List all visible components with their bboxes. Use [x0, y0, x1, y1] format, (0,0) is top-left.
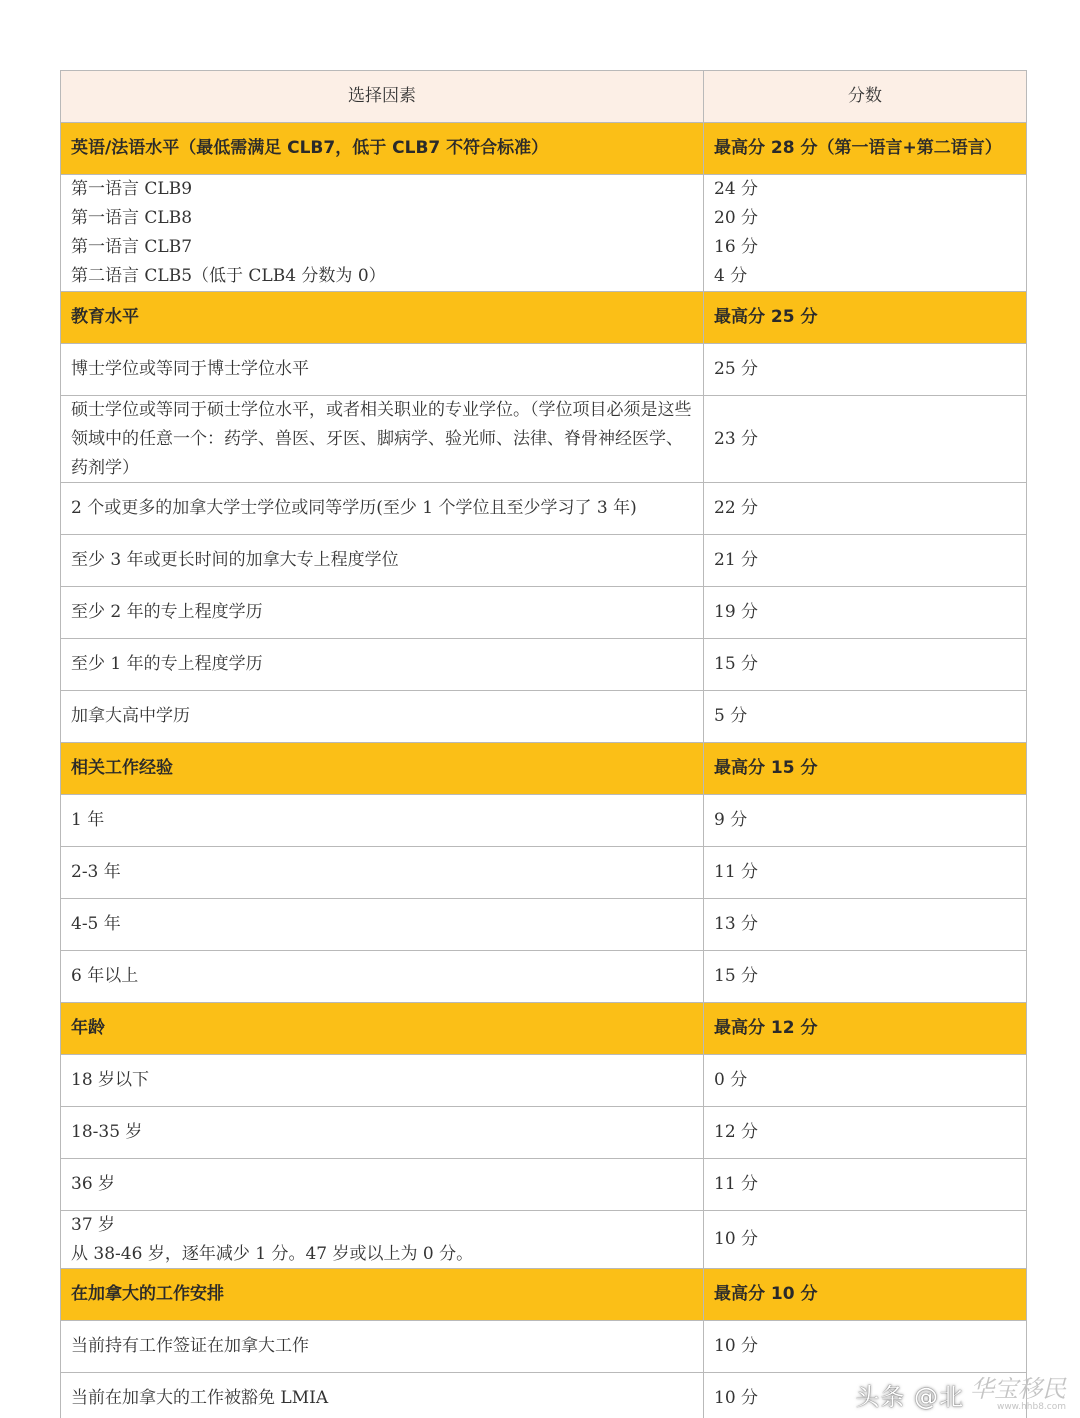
section-title: 在加拿大的工作安排: [61, 1269, 704, 1320]
section-row-education: [61, 292, 1026, 344]
table-row: [61, 1211, 1026, 1269]
section-row-work-experience: [61, 743, 1026, 795]
factor-cell: 当前持有工作签证在加拿大工作: [61, 1321, 704, 1372]
factor-cell: 当前在加拿大的工作被豁免 LMIA: [61, 1373, 704, 1418]
section-max-score: 最高分 12 分: [714, 1018, 818, 1038]
table-row: [61, 847, 1026, 899]
section-max-score: 最高分 25 分: [714, 307, 818, 327]
factor-cell: 2 个或更多的加拿大学士学位或同等学历(至少 1 个学位且至少学习了 3 年): [61, 483, 704, 534]
table-header-row: [61, 71, 1026, 123]
table-row: [61, 951, 1026, 1003]
table-row: [61, 1159, 1026, 1211]
factor-cell: 36 岁: [61, 1159, 704, 1210]
score-cell: 22 分: [714, 498, 759, 518]
watermark-brand-logo: [970, 1376, 1066, 1412]
header-score-cell: 分数: [848, 86, 882, 106]
watermark-brand-name: 华宝移民: [970, 1375, 1066, 1403]
section-max-score: 最高分 15 分: [714, 758, 818, 778]
factor-line: 从 38-46 岁，逐年减少 1 分。47 岁或以上为 0 分。: [71, 1243, 474, 1264]
table-row: [61, 587, 1026, 639]
section-title: 英语/法语水平（最低需满足 CLB7，低于 CLB7 不符合标准）: [61, 123, 704, 174]
score-line: 16 分: [714, 237, 759, 257]
score-cell: 21 分: [714, 550, 759, 570]
factor-line: 第一语言 CLB8: [71, 208, 193, 228]
section-title: 相关工作经验: [61, 743, 704, 794]
score-cell: 5 分: [714, 706, 748, 726]
section-title: 年龄: [61, 1003, 704, 1054]
section-row-age: [61, 1003, 1026, 1055]
table-row: [61, 175, 1026, 292]
score-line: 20 分: [714, 208, 759, 228]
table-row: [61, 535, 1026, 587]
factor-cell: 至少 3 年或更长时间的加拿大专上程度学位: [61, 535, 704, 586]
table-row: [61, 1055, 1026, 1107]
factor-cell: 硕士学位或等同于硕士学位水平，或者相关职业的专业学位。（学位项目必须是这些领域中的任意一个：药学、兽医、牙医、脚病学、验光师、法律、脊骨神经医学、药剂学）: [61, 396, 704, 482]
section-row-language: [61, 123, 1026, 175]
factor-line: 第一语言 CLB7: [71, 237, 193, 257]
score-cell: 19 分: [714, 602, 759, 622]
table-row: [61, 483, 1026, 535]
score-cell: 10 分: [714, 1336, 759, 1356]
watermark-brand-url: www.hhb8.com: [996, 1402, 1066, 1412]
factor-cell: [61, 175, 704, 291]
table-row: [61, 899, 1026, 951]
score-cell: 9 分: [714, 810, 748, 830]
section-title: 教育水平: [61, 292, 704, 343]
score-cell: 13 分: [714, 914, 759, 934]
factor-cell: 至少 2 年的专上程度学历: [61, 587, 704, 638]
factor-cell: 2-3 年: [61, 847, 704, 898]
score-cell: 12 分: [714, 1122, 759, 1142]
points-table: [60, 70, 1027, 1418]
factor-cell: 加拿大高中学历: [61, 691, 704, 742]
factor-line: 37 岁: [71, 1214, 116, 1235]
table-row: [61, 691, 1026, 743]
factor-cell: 博士学位或等同于博士学位水平: [61, 344, 704, 395]
section-max-score: 最高分 28 分（第一语言+第二语言）: [714, 138, 1002, 158]
watermark: [855, 1376, 1066, 1412]
section-max-score: 最高分 10 分: [714, 1284, 818, 1304]
score-cell: 11 分: [714, 862, 759, 882]
score-cell: 10 分: [714, 1388, 759, 1408]
score-cell: [704, 175, 1026, 291]
score-cell: 25 分: [714, 359, 759, 379]
section-row-arranged-employment: [61, 1269, 1026, 1321]
factor-cell: 至少 1 年的专上程度学历: [61, 639, 704, 690]
score-cell: 10 分: [714, 1229, 759, 1249]
factor-line: 第一语言 CLB9: [71, 179, 193, 199]
score-cell: 15 分: [714, 654, 759, 674]
factor-cell: 6 年以上: [61, 951, 704, 1002]
table-row: [61, 344, 1026, 396]
watermark-text: 头条 @北: [855, 1383, 964, 1411]
factor-cell: 18 岁以下: [61, 1055, 704, 1106]
header-factor-cell: 选择因素: [61, 71, 704, 122]
table-row: [61, 1107, 1026, 1159]
score-cell: 23 分: [714, 428, 759, 449]
factor-cell: 4-5 年: [61, 899, 704, 950]
factor-cell: 1 年: [61, 795, 704, 846]
factor-cell: 18-35 岁: [61, 1107, 704, 1158]
score-cell: 15 分: [714, 966, 759, 986]
table-row: [61, 1321, 1026, 1373]
score-cell: 0 分: [714, 1070, 748, 1090]
score-line: 24 分: [714, 179, 759, 199]
factor-line: 第二语言 CLB5（低于 CLB4 分数为 0）: [71, 266, 386, 286]
table-row: [61, 795, 1026, 847]
score-cell: 11 分: [714, 1174, 759, 1194]
factor-cell: [61, 1211, 704, 1268]
table-row: [61, 639, 1026, 691]
score-line: 4 分: [714, 266, 748, 286]
table-row: [61, 396, 1026, 483]
